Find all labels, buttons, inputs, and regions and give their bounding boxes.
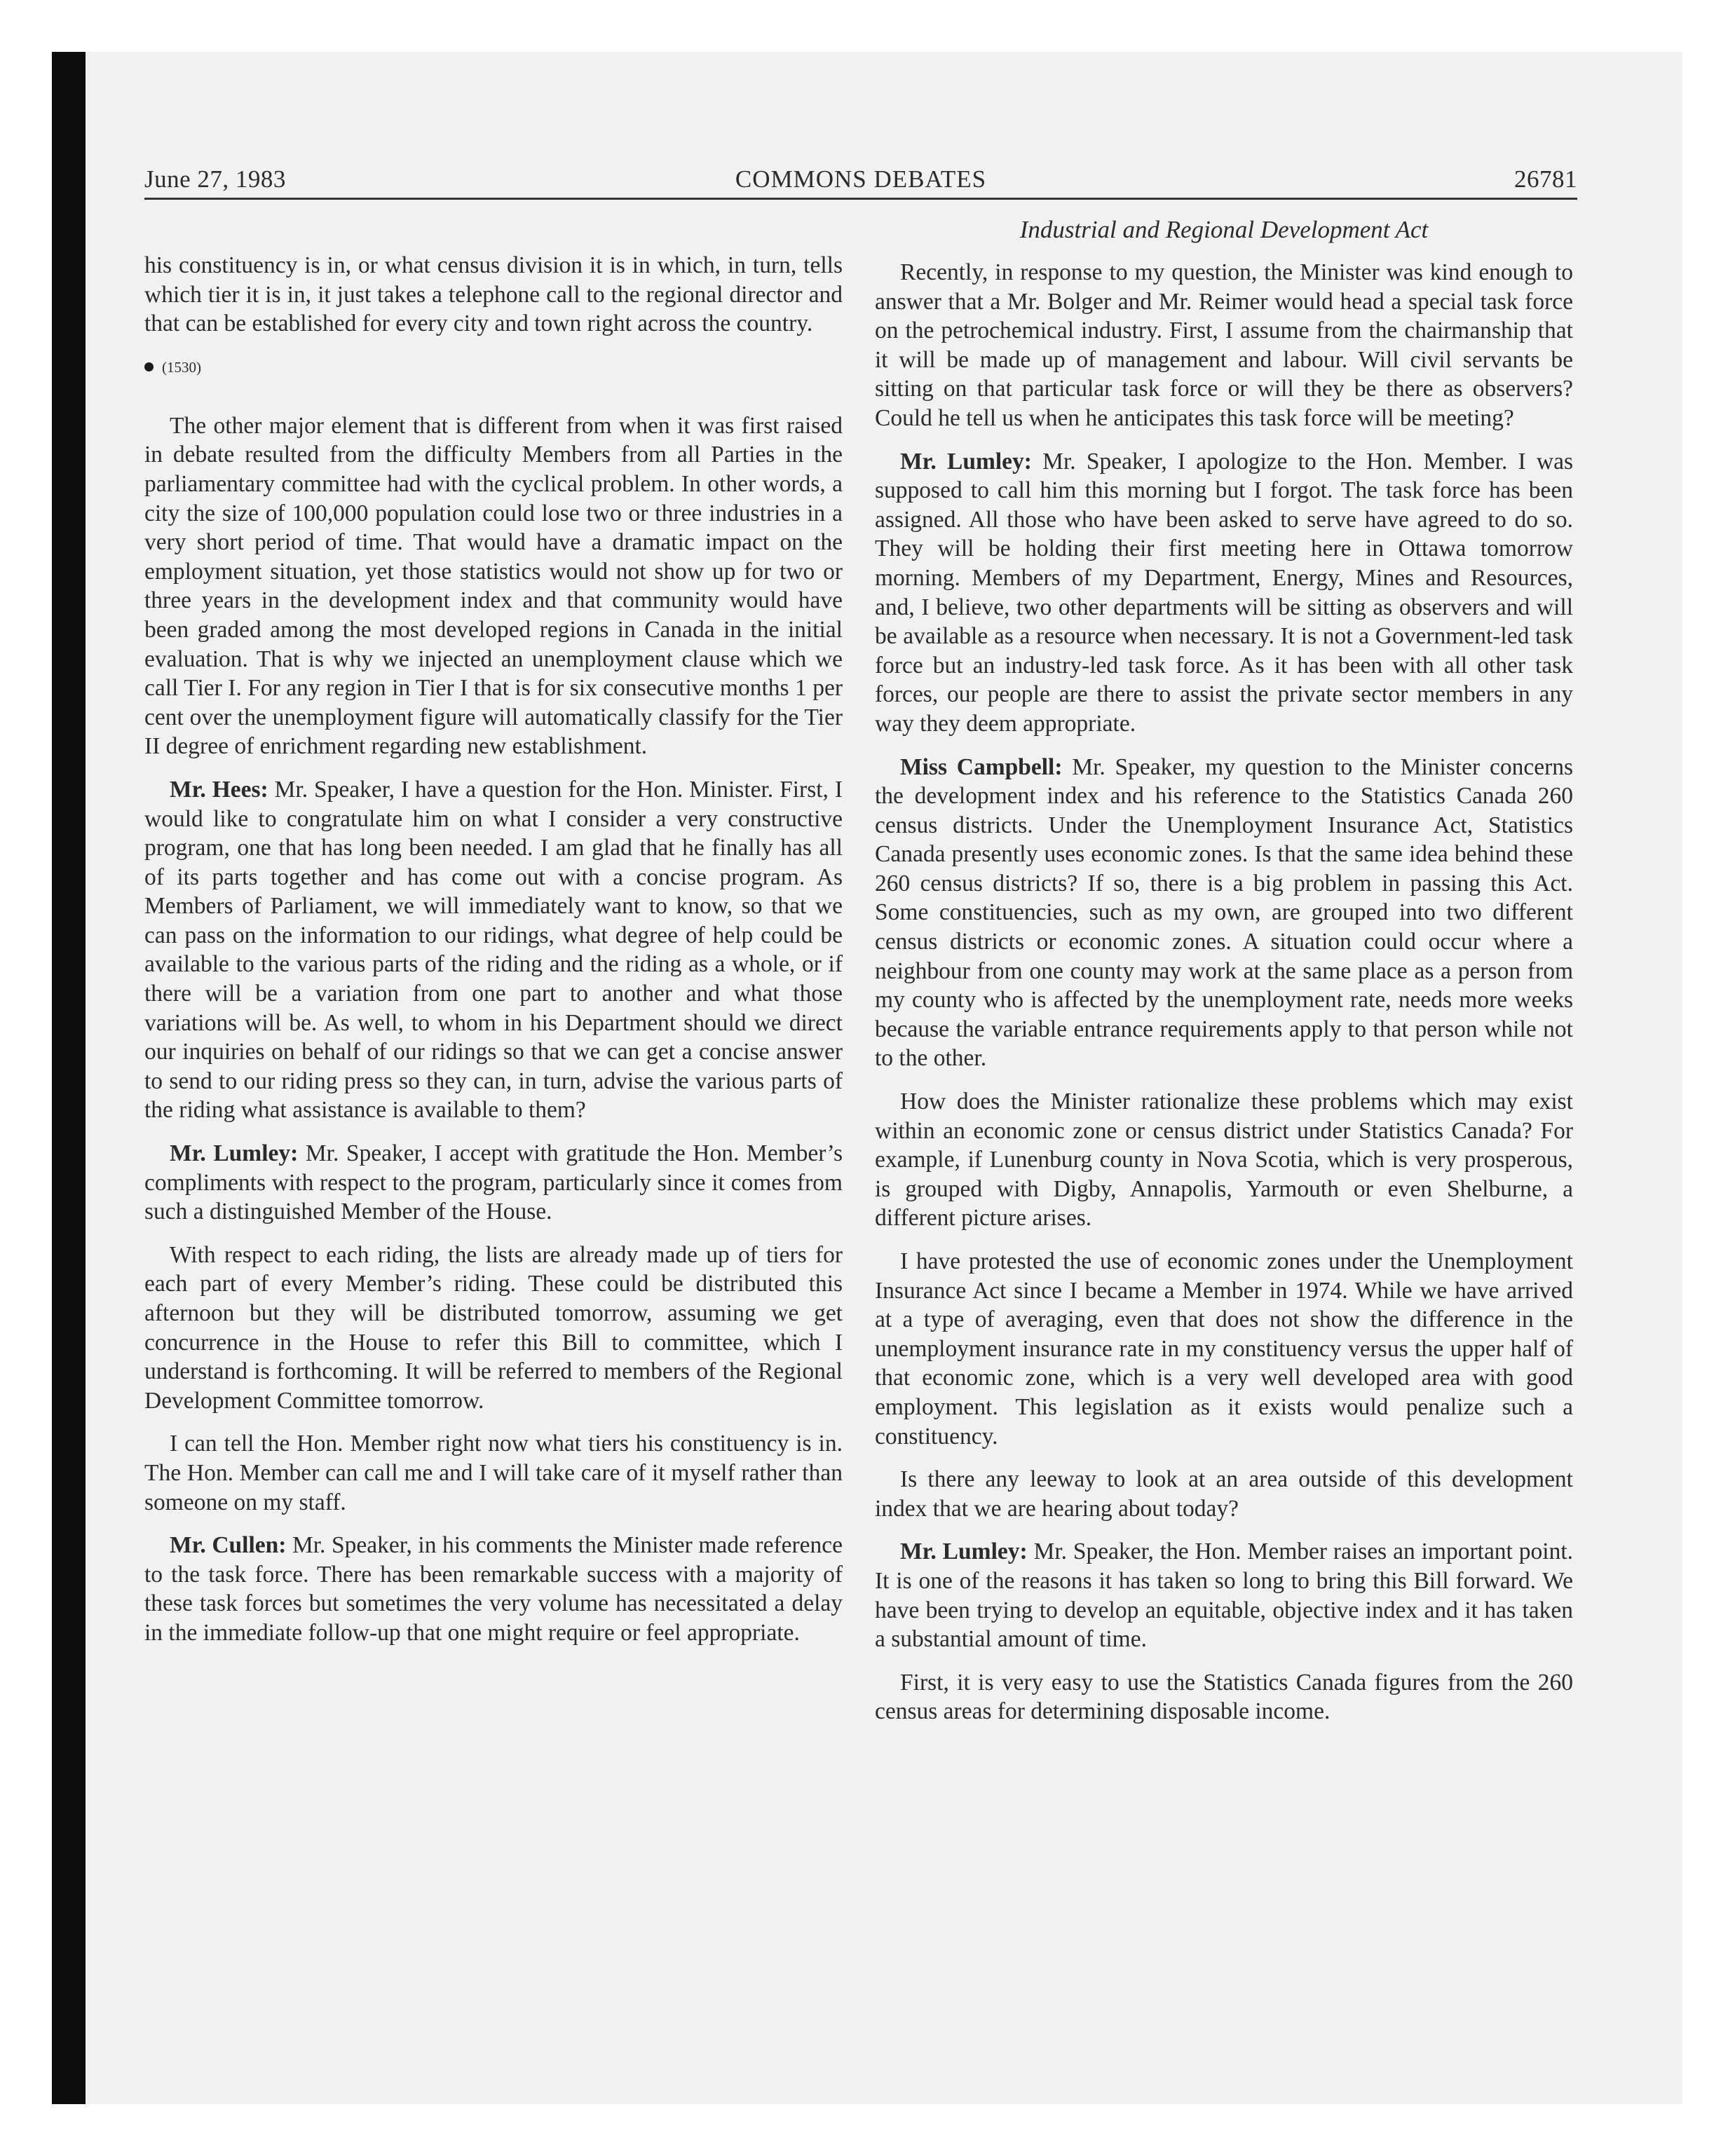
header-title: COMMONS DEBATES [735,165,987,193]
speech-paragraph [144,775,843,1125]
speech-paragraph [875,1537,1573,1653]
speaker-name: Mr. Lumley: [900,448,1032,475]
speaker-name: Mr. Lumley: [900,1538,1028,1565]
speaker-name: Mr. Lumley: [170,1140,299,1167]
speech-text: Mr. Speaker, in his comments the Minister made reference to the task force. There has been remarkable success with a majority of these task forces but sometimes the very volume has necessitated a delay in the immediate follow-up that one might require or feel appropriate. [144,1532,843,1646]
speech-text: Mr. Speaker, I apologize to the Hon. Member. I was supposed to call him this morning but I forgot. The task force has been assigned. All those who have been asked to serve have agreed to do so. They will be holding their first meeting here in Ottawa tomorrow morning. Members of my Department, Energy, Mines and Resources, and, I believe, two other departments will be sitting as observers and will be available as a resource when necessary. It is not a Government-led task force but an industry-led task force. As it has been with all other task forces, our people are there to assist the private sector members in any way they deem appropriate. [875,448,1574,737]
paragraph: First, it is very easy to use the Statistics Canada figures from the 260 census areas for determining disposable income. [875,1669,1573,1725]
speaker-name: Mr. Hees: [170,776,268,803]
paragraph: I can tell the Hon. Member right now what tiers his constituency is in. The Hon. Member can call me and I will take care of it myself rather than someone on my staff. [144,1431,843,1515]
speech-paragraph [875,447,1573,739]
paragraph: Is there any leeway to look at an area outside of this development index that we are hearing about today? [875,1466,1573,1522]
paragraph: The other major element that is different from when it was first raised in debate resulted from the difficulty Members from all Parties in the parliamentary committee had with the cyclical problem. In other words, a city the size of 100,000 population could lose two or three industries in a very short period of time. That would have a dramatic impact on the employment situation, yet those statistics would not show up for two or three years in the development index and that community would have been graded among the most developed regions in Canada in the initial evaluation. That is why we injected an unemployment clause which we call Tier I. For any region in Tier I that is for six consecutive months 1 per cent over the unemployment figure will automatically classify for the Tier II degree of enrichment regarding new establishment. [144,412,843,760]
scan-edge-strip [52,52,86,2104]
time-marker [144,357,843,378]
speech-paragraph [875,753,1573,1074]
bullet-icon [144,362,154,371]
speech-text: Mr. Speaker, the Hon. Member raises an important point. It is one of the reasons it has taken so long to bring this Bill forward. We have been trying to develop an equitable, objective index and it has taken a substantial amount of time. [875,1538,1574,1653]
page-header [144,163,1577,200]
left-column [144,210,843,1662]
paragraph: his constituency is in, or what census division it is in which, in turn, tells which tier it is in, it just takes a telephone call to the regional director and that can be established for every city and town right across the country. [144,252,843,337]
time-marker-label: (1530) [162,358,201,376]
speech-paragraph [144,1531,843,1647]
speech-text: Mr. Speaker, my question to the Minister concerns the development index and his reference to the Statistics Canada 260 census districts. Under the Unemployment Insurance Act, Statistics Canada presently uses economic zones. Is that the same idea behind these 260 census districts? If so, there is a big problem in passing this Act. Some constituencies, such as my own, are grouped into two different census districts or economic zones. A situation could occur where a neighbour from one county may work at the same place as a person from my county who is affected by the unemployment rate, needs more weeks because the variable entrance requirements apply to that person while not to the other. [875,753,1574,1072]
speaker-name: Miss Campbell: [900,753,1063,780]
paragraph: How does the Minister rationalize these problems which may exist within an economic zone or census district under Statistics Canada? For example, if Lunenburg county in Nova Scotia, which is very prosperous, is grouped with Digby, Annapolis, Yarmouth or even Shelburne, a different picture arises. [875,1089,1573,1231]
paragraph: Recently, in response to my question, the Minister was kind enough to answer that a Mr. Bolger and Mr. Reimer would head a special task force on the petrochemical industry. First, I assume from the chairmanship that it will be made up of management and labour. Will civil servants be sitting on that particular task force or will they be there as observers? Could he tell us when he anticipates this task force will be meeting? [875,259,1573,431]
speech-text: Mr. Speaker, I accept with gratitude the Hon. Member’s compliments with respect to the program, particularly since it comes from such a distinguished Member of the House. [144,1140,843,1225]
paragraph: With respect to each riding, the lists are already made up of tiers for each part of every Member’s riding. These could be distributed this afternoon but they will be distributed tomorrow, assuming we get concurrence in the House to refer this Bill to committee, which I understand is forthcoming. It will be referred to members of the Regional Development Committee tomorrow. [144,1241,843,1414]
speaker-name: Mr. Cullen: [170,1532,287,1559]
paragraph: I have protested the use of economic zones under the Unemployment Insurance Act since I became a Member in 1974. While we have arrived at a type of averaging, even that does not show the difference in the unemployment insurance rate in my constituency versus the upper half of that economic zone, which is a very well developed area with good employment. This legislation as it exists would penalize such a constituency. [875,1248,1573,1449]
speech-text: Mr. Speaker, I have a question for the Hon. Minister. First, I would like to congratulate him on what I consider a very constructive program, one that has long been needed. I am glad that he finally has all of its parts together and has come out with a concise program. As Members of Parliament, we will immediately want to know, so that we can pass on the information to our ridings, what degree of help could be available to the various parts of the riding and the riding as a whole, or if there will be a variation from one part to another and what those variations will be. As well, to whom in his Department should we direct our inquiries on behalf of our ridings so that we can get a concise answer to send to our riding press so they can, in turn, advise the various parts of the riding what assistance is available to them? [144,776,843,1124]
right-column [875,210,1573,1740]
speech-paragraph [144,1139,843,1227]
section-heading: Industrial and Regional Development Act [1019,216,1429,243]
page-number: 26781 [1514,165,1577,193]
header-date: June 27, 1983 [144,165,286,193]
